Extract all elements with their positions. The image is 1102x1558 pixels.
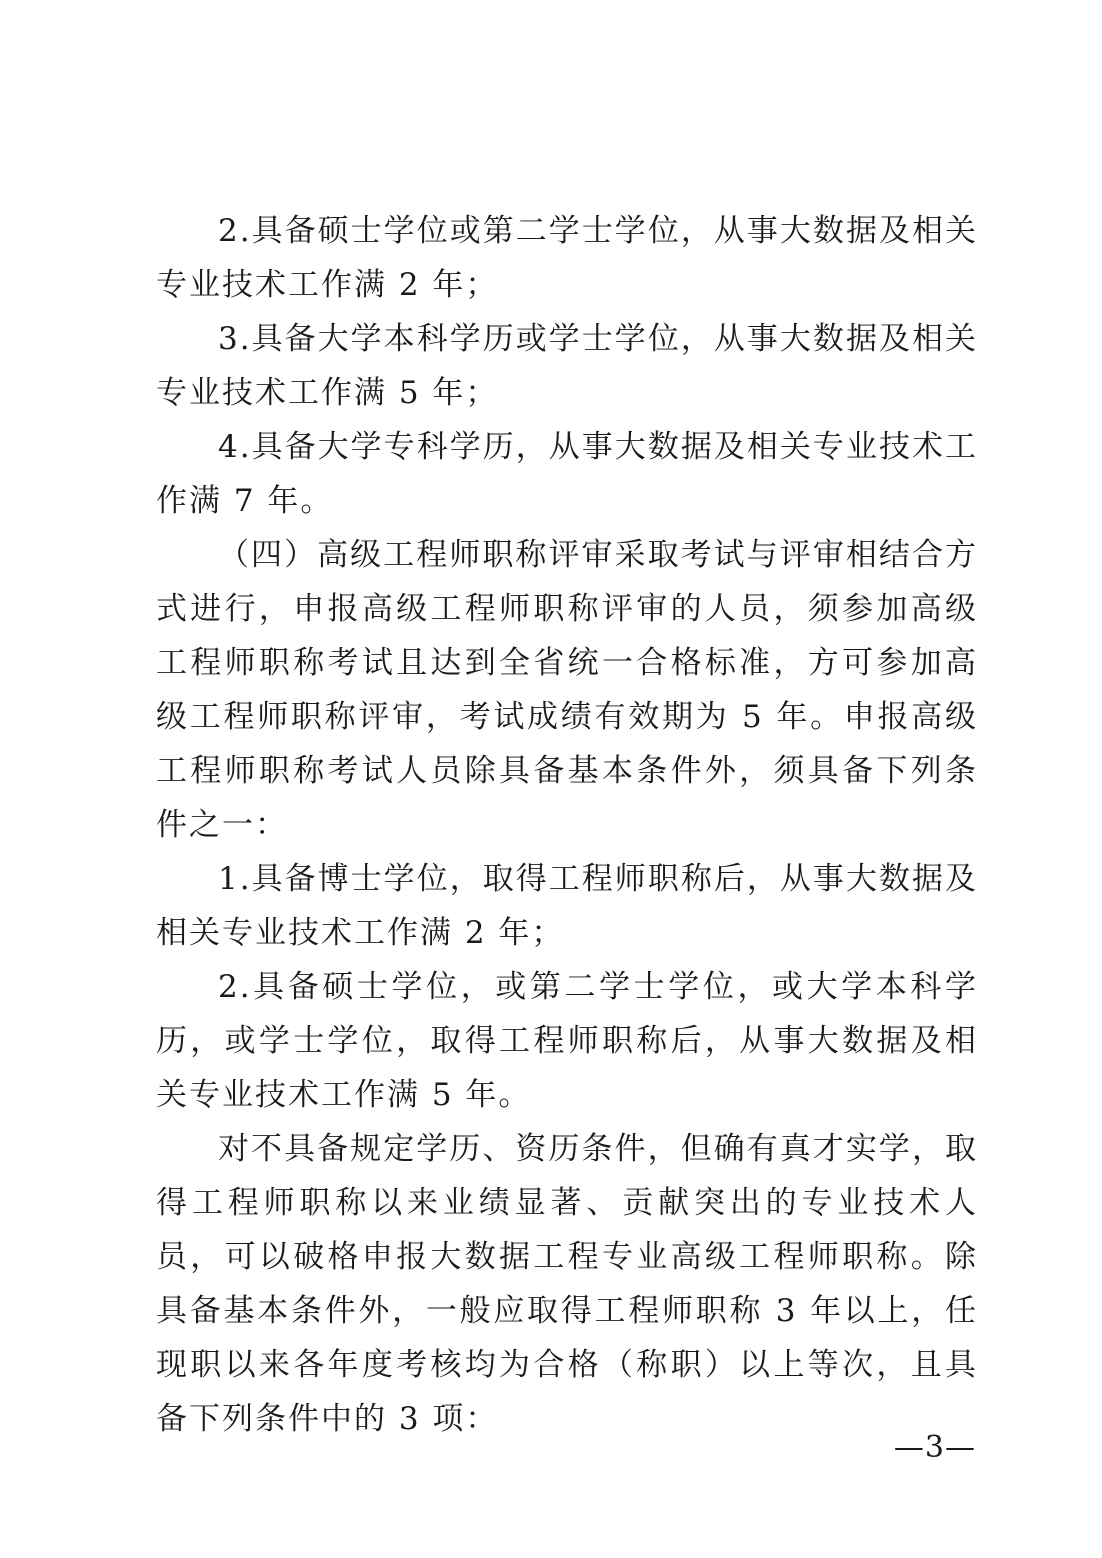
paragraph-item-4-college-diploma: 4.具备大学专科学历，从事大数据及相关专业技术工作满 7 年。 <box>156 429 978 519</box>
page-number-dash-left: — <box>893 1430 925 1465</box>
paragraph-exceptional-application: 对不具备规定学历、资历条件，但确有真才实学，取得工程师职称以来业绩显著、贡献突出的专业技术人员，可以破格申报大数据工程专业高级工程师职称。除具备基本条件外，一般应取得工程师职称 3 年以上，任现职以来各年度考核均为合格（称职）以上等次，且具备下列条件中的 3 项： <box>156 1131 978 1437</box>
page-number-value: 3 <box>924 1430 945 1465</box>
paragraph-item-2-master-or-bachelor: 2.具备硕士学位，或第二学士学位，或大学本科学历，或学士学位，取得工程师职称后，从事大数据及相关专业技术工作满 5 年。 <box>156 969 978 1113</box>
paragraph-item-1-doctorate: 1.具备博士学位，取得工程师职称后，从事大数据及相关专业技术工作满 2 年； <box>156 861 978 951</box>
paragraph-item-3-bachelor-degree: 3.具备大学本科学历或学士学位，从事大数据及相关专业技术工作满 5 年； <box>156 321 978 411</box>
paragraph-section-4-senior-engineer: （四）高级工程师职称评审采取考试与评审相结合方式进行，申报高级工程师职称评审的人员，须参加高级工程师职称考试且达到全省统一合格标准，方可参加高级工程师职称评审，考试成绩有效期为 5 年。申报高级工程师职称考试人员除具备基本条件外，须具备下列条件之一： <box>156 537 978 843</box>
document-body <box>156 204 978 1446</box>
paragraph-item-2-master-degree: 2.具备硕士学位或第二学士学位，从事大数据及相关专业技术工作满 2 年； <box>156 213 978 303</box>
page-number-dash-right: — <box>945 1430 976 1465</box>
page-number <box>894 1428 976 1468</box>
